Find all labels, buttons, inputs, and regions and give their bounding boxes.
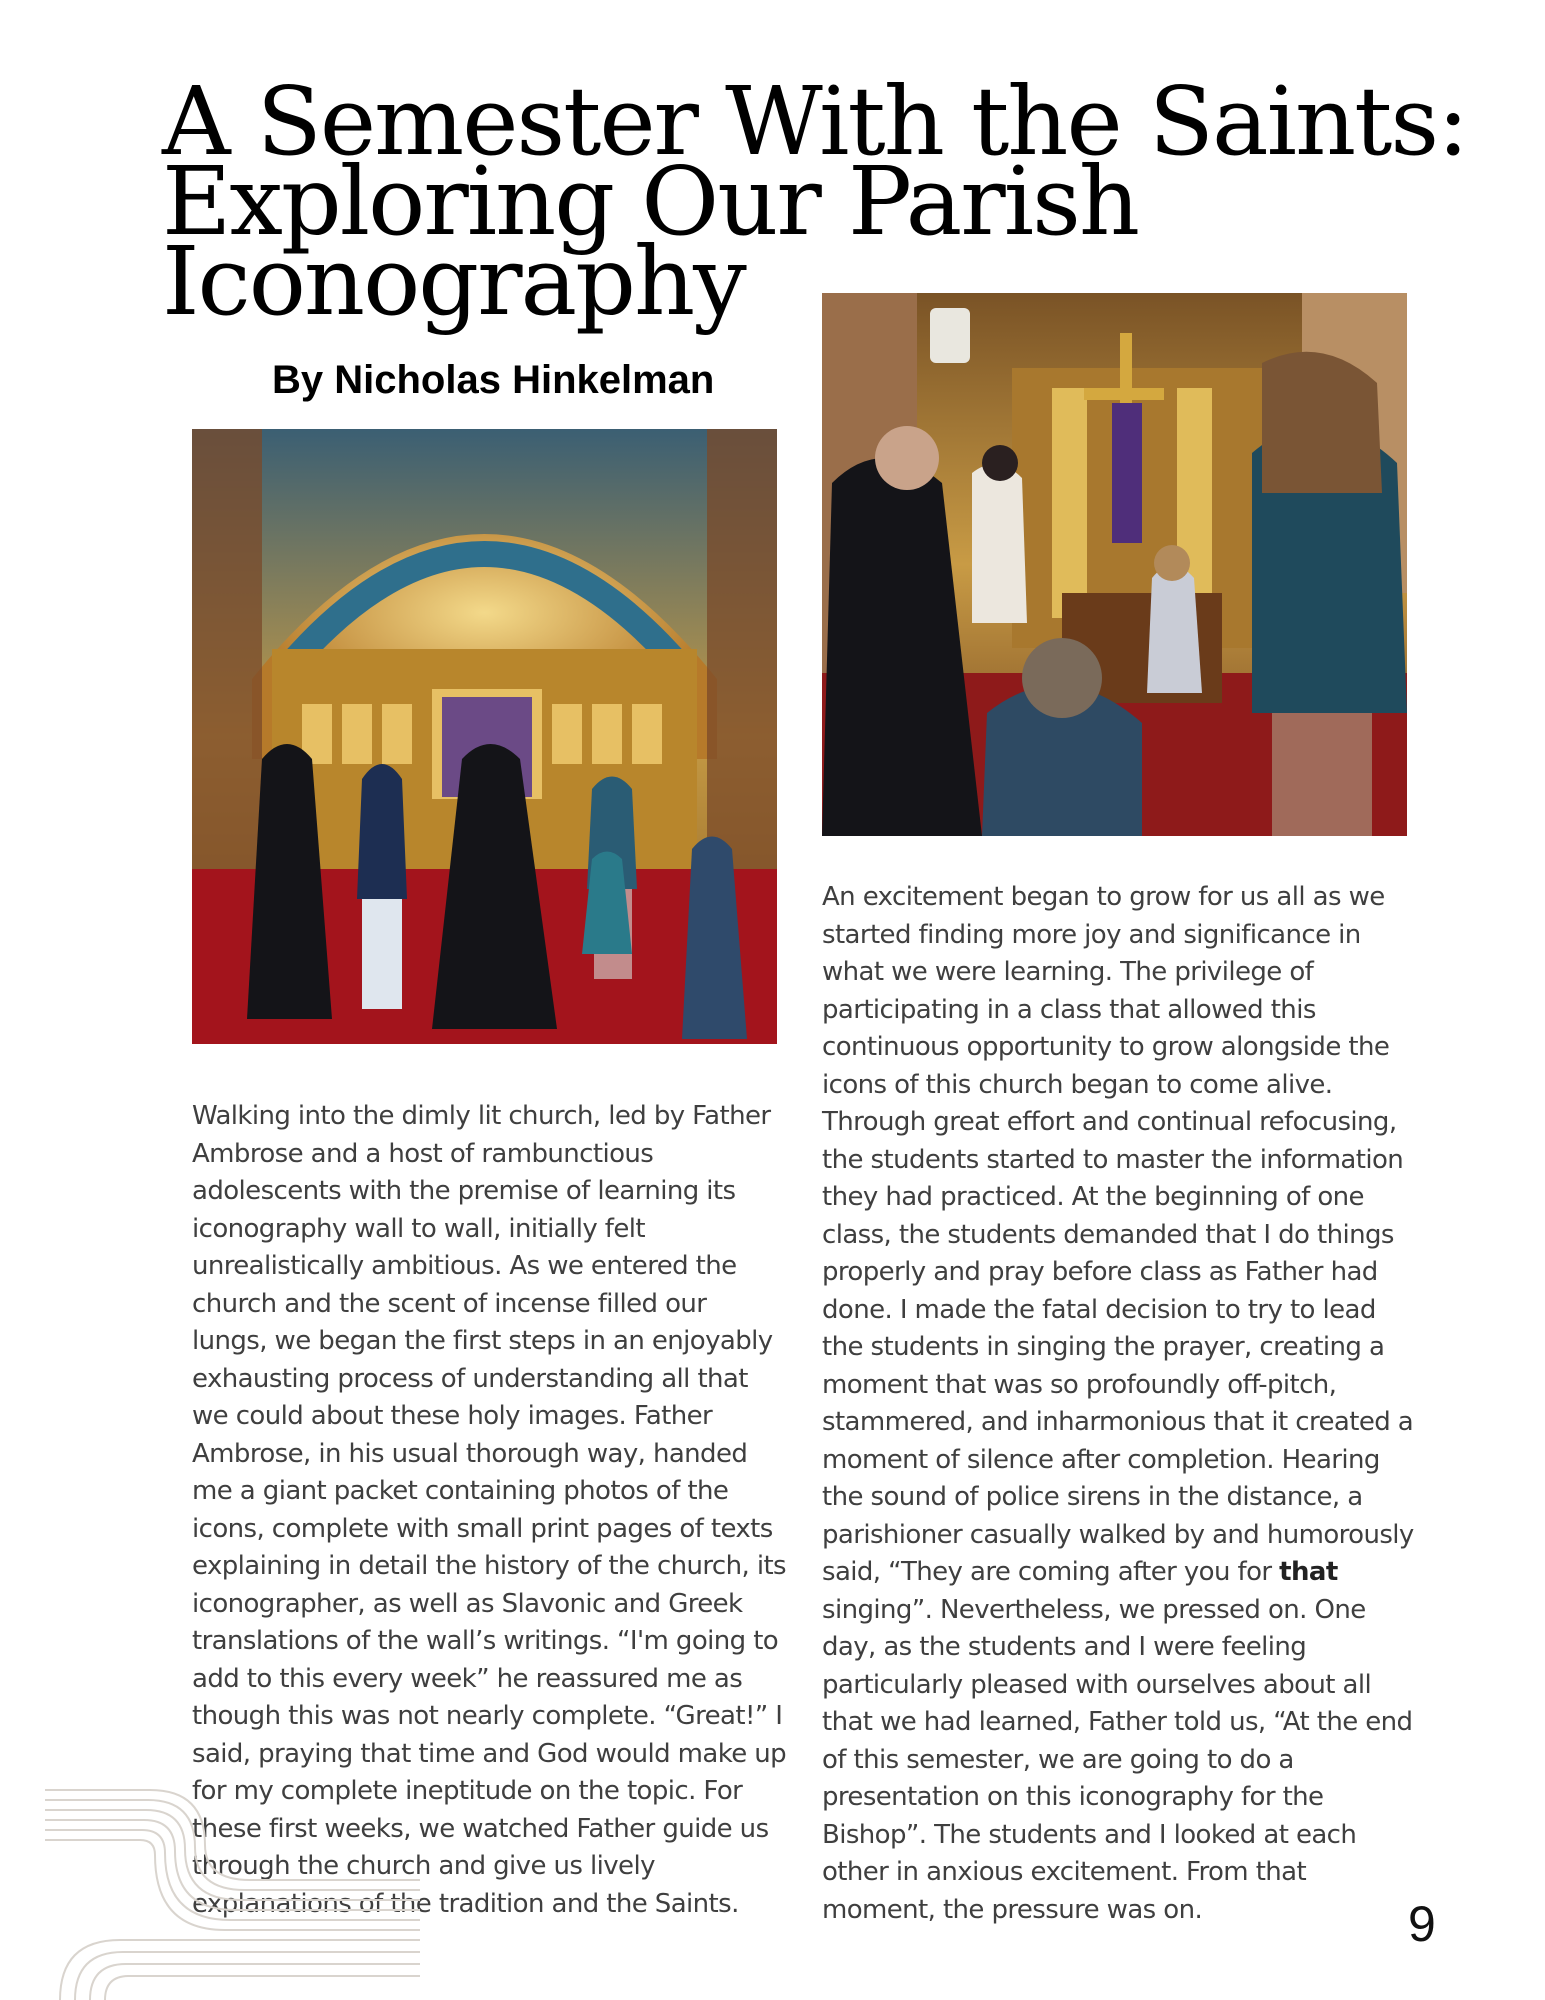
title-line-2: Exploring Our Parish xyxy=(162,147,1139,257)
church-iconostasis-photo xyxy=(192,429,777,1044)
article-title xyxy=(162,67,1468,337)
emphasized-word: that xyxy=(1279,1557,1338,1587)
class-at-iconostasis-photo xyxy=(822,293,1407,836)
article-column-1: Walking into the dimly lit church, led by Father Ambrose and a host of rambunctious adolescents with the premise of learning its iconography wall to wall, initially felt unrealistically ambitious. As we entered the church and the scent of incense filled our lungs, we began the first steps in an enjoyably exhausting process of understanding all that we could about these holy images. Father Ambrose, in his usual thorough way, handed me a giant packet containing photos of the icons, complete with small print pages of texts explaining in detail the history of the church, its iconographer, as well as Slavonic and Greek translations of the wall’s writings. “I'm going to add to this every week” he reassured me as though this was not nearly complete. “Great!” I said, praying that time and God would make up for my complete ineptitude on the topic. For these first weeks, we watched Father guide us through the church and give us lively explanations of the tradition and the Saints. xyxy=(192,1101,787,1919)
decorative-arc-lines xyxy=(0,1760,420,2000)
page-number: 9 xyxy=(1408,1896,1436,1952)
article-column-2 xyxy=(822,879,1417,1929)
title-line-3: Iconography xyxy=(162,227,745,337)
column-2-text-end: singing”. Nevertheless, we pressed on. One day, as the students and I were feeling particularly pleased with ourselves about all that we had learned, Father told us, “At the end of this semester, we are going to do a presentation on this iconography for the Bishop”. The students and I looked at each other in anxious excitement. From that moment, the pressure was on. xyxy=(822,1594,1413,1925)
author-byline: By Nicholas Hinkelman xyxy=(272,358,715,402)
title-line-1: A Semester With the Saints: xyxy=(162,67,1468,177)
column-2-text-start: An excitement began to grow for us all as we started finding more joy and significance in what we were learning. The privilege of participating in a class that allowed this continuous opportunity to grow alongside the icons of this church began to come alive. Through great effort and continual refocusing, the students started to master the information they had practiced. At the beginning of one class, the students demanded that I do things properly and pray before class as Father had done. I made the fatal decision to try to lead the students in singing the prayer, creating a moment that was so profoundly off-pitch, stammered, and inharmonious that it created a moment of silence after completion. Hearing the sound of police sirens in the distance, a parishioner casually walked by and humorously said, “They are coming after you for xyxy=(822,882,1414,1587)
